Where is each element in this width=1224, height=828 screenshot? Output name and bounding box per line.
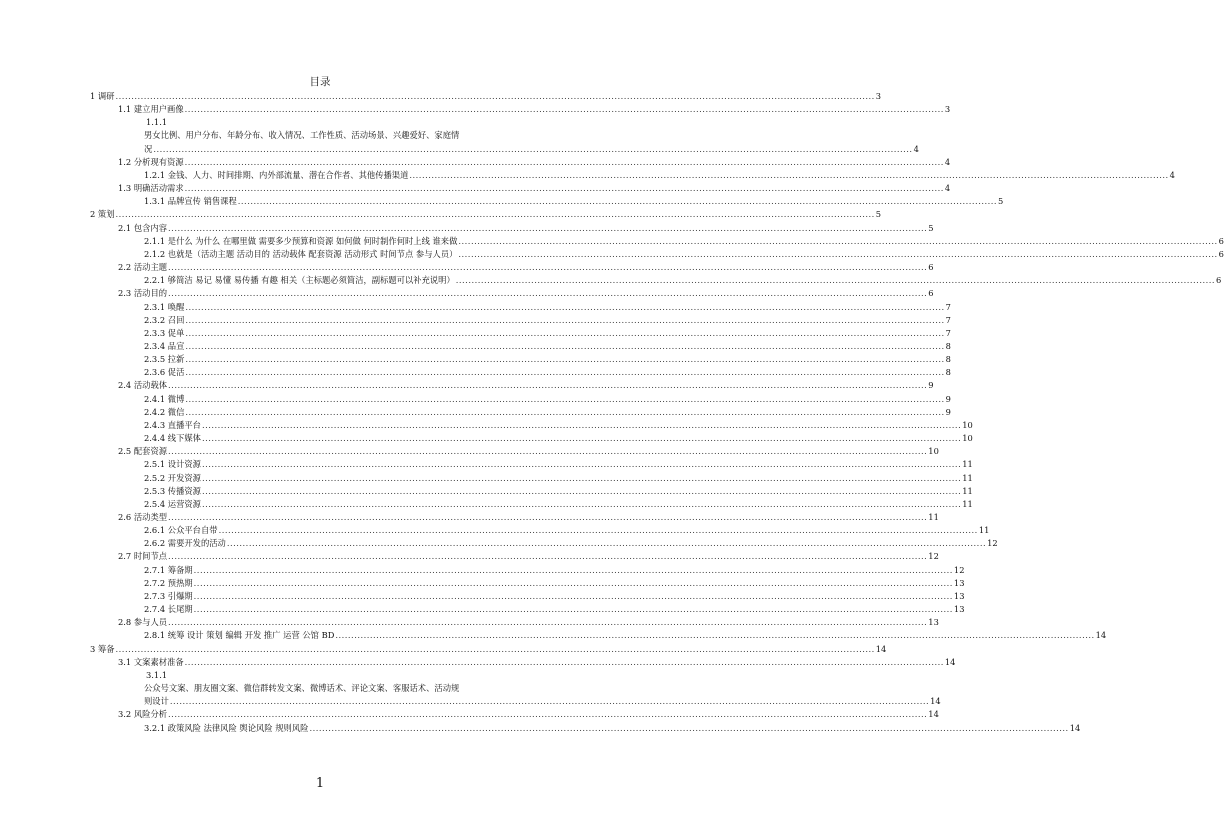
toc-entry[interactable] xyxy=(90,669,941,708)
toc-leader-dots xyxy=(170,695,929,708)
toc-entry[interactable] xyxy=(90,366,951,379)
toc-entry-label xyxy=(144,524,218,537)
toc-entry-text: 调研 xyxy=(97,91,115,101)
toc-leader-dots xyxy=(202,432,961,445)
toc-entry-text: 预热期 xyxy=(167,577,193,588)
toc-entry-text: 风险分析 xyxy=(133,709,168,720)
toc-entry-number: 2 xyxy=(90,209,96,220)
toc-entry-number: 2.4.4 xyxy=(144,433,166,444)
toc-entry-label xyxy=(118,156,184,169)
toc-entry-text: 参与人员 xyxy=(133,617,168,628)
toc-entry[interactable] xyxy=(90,222,934,235)
toc-title: 目录 xyxy=(309,76,331,88)
toc-leader-dots xyxy=(185,353,944,366)
toc-entry-number: 2.4.1 xyxy=(144,393,166,404)
toc-entry[interactable] xyxy=(90,643,887,656)
toc-entry-text: 线下媒体 xyxy=(167,433,201,444)
toc-entry-label xyxy=(144,603,193,616)
toc-entry-text-line: 则设计 xyxy=(144,696,169,707)
toc-leader-dots xyxy=(185,656,944,669)
toc-entry-label xyxy=(144,485,201,498)
toc-entry-label xyxy=(144,301,184,314)
toc-entry-number: 2.7.2 xyxy=(144,577,166,588)
toc-entry-label xyxy=(118,656,184,669)
toc-entry-label xyxy=(118,261,167,274)
toc-leader-dots xyxy=(194,577,953,590)
toc-entry-label xyxy=(144,235,457,248)
toc-leader-dots xyxy=(202,458,961,471)
toc-entry-number: 2.4 xyxy=(118,380,132,391)
toc-entry-page: 13 xyxy=(953,604,965,615)
toc-leader-dots xyxy=(227,537,986,550)
toc-entry-page: 8 xyxy=(945,340,951,351)
toc-entry[interactable] xyxy=(90,116,919,155)
toc-entry-page: 11 xyxy=(962,498,973,509)
toc-entry-text: 传播资源 xyxy=(167,485,201,496)
toc-entry-number: 2.3.1 xyxy=(144,301,166,312)
toc-entry-number: 2.3 xyxy=(118,288,132,299)
toc-entry-text: 建立用户画像 xyxy=(133,104,184,115)
toc-entry-label xyxy=(144,340,184,353)
toc-entry-page: 4 xyxy=(1169,169,1175,180)
toc-entry-number: 1.3 xyxy=(118,183,132,194)
toc-leader-dots xyxy=(238,195,997,208)
toc-leader-dots xyxy=(168,511,927,524)
toc-entry-text: 公众平台自带 xyxy=(167,525,218,536)
toc-entry[interactable] xyxy=(90,458,973,471)
toc-entry-page: 5 xyxy=(928,222,934,233)
toc-entry-text-line: 男女比例、用户分布、年龄分布、收入情况、工作性质、活动场景、兴趣爱好、家庭情 xyxy=(144,130,460,141)
toc-entry-number: 2.7.4 xyxy=(144,604,166,615)
toc-entry-page: 6 xyxy=(928,262,934,273)
toc-leader-dots xyxy=(168,616,927,629)
toc-entry-number: 2.5.4 xyxy=(144,498,166,509)
toc-entry-text: 品牌宣传 销售课程 xyxy=(167,196,237,207)
toc-entry[interactable] xyxy=(90,406,951,419)
toc-entry[interactable] xyxy=(90,432,973,445)
toc-entry-label xyxy=(118,182,184,195)
toc-entry[interactable] xyxy=(90,208,882,221)
toc-leader-dots xyxy=(185,103,944,116)
toc-entry-number: 2.8 xyxy=(118,617,132,628)
toc-entry-number: 3.2.1 xyxy=(144,722,166,733)
toc-leader-dots xyxy=(185,340,944,353)
toc-entry-label xyxy=(144,537,226,550)
toc-leader-dots xyxy=(194,564,953,577)
toc-entry[interactable] xyxy=(90,472,973,485)
toc-leader-dots xyxy=(194,590,953,603)
toc-entry-number: 2.7.1 xyxy=(144,564,166,575)
toc-entry-number: 2.5.3 xyxy=(144,485,166,496)
toc-entry-label xyxy=(90,90,115,103)
toc-entry-label xyxy=(144,393,184,406)
toc-entry-text: 明确活动需求 xyxy=(133,183,184,194)
toc-entry-number: 2.4.3 xyxy=(144,419,166,430)
toc-leader-dots xyxy=(185,327,944,340)
toc-entry-text: 也就是（活动主题 活动目的 活动载体 配套资源 活动形式 时间节点 参与人员） xyxy=(167,248,458,259)
toc-entry[interactable] xyxy=(90,235,1224,248)
toc-leader-dots xyxy=(219,524,978,537)
toc-entry-number: 1.1 xyxy=(118,104,132,115)
toc-entry-page: 6 xyxy=(1216,275,1222,286)
toc-entry-label xyxy=(118,550,167,563)
toc-entry-page: 9 xyxy=(945,393,951,404)
toc-entry-text: 统筹 设计 策划 编辑 开发 推广 运营 公馆 BD xyxy=(167,630,335,641)
toc-entry-label xyxy=(118,379,167,392)
toc-leader-dots xyxy=(185,393,944,406)
toc-entry[interactable] xyxy=(90,603,965,616)
toc-leader-dots xyxy=(202,419,961,432)
toc-entry-label xyxy=(118,103,184,116)
toc-entry-text: 筹备期 xyxy=(167,564,193,575)
toc-entry-page: 12 xyxy=(987,538,998,549)
toc-entry-label xyxy=(144,353,184,366)
toc-leader-dots xyxy=(116,208,875,221)
toc-entry-text: 长尾期 xyxy=(167,604,193,615)
toc-entry-number: 2.2.1 xyxy=(144,275,166,286)
toc-leader-dots xyxy=(153,143,912,156)
toc-leader-dots xyxy=(185,406,944,419)
toc-entry-label xyxy=(118,708,167,721)
toc-entry[interactable] xyxy=(90,393,951,406)
toc-entry[interactable] xyxy=(90,90,882,103)
toc-entry-label xyxy=(144,432,201,445)
toc-entry-label xyxy=(118,616,167,629)
toc-entry[interactable] xyxy=(90,537,998,550)
toc-entry-text: 包含内容 xyxy=(133,222,168,233)
toc-entry[interactable] xyxy=(90,287,934,300)
toc-leader-dots xyxy=(202,485,961,498)
toc-entry[interactable] xyxy=(90,156,951,169)
toc-leader-dots xyxy=(116,643,875,656)
toc-entry-page: 14 xyxy=(928,709,939,720)
toc-entry-text: 需要开发的活动 xyxy=(167,538,226,549)
toc-entry-page: 13 xyxy=(928,617,939,628)
toc-entry-number: 2.7.3 xyxy=(144,590,166,601)
toc-entry-page: 10 xyxy=(962,419,973,430)
toc-entry-text: 政策风险 法律风险 舆论风险 规则风险 xyxy=(167,722,309,733)
toc-entry-number: 2.1.2 xyxy=(144,248,166,259)
toc-leader-dots xyxy=(168,379,927,392)
toc-entry-label xyxy=(144,366,184,379)
toc-entry-number: 3.1.1 xyxy=(146,669,168,680)
toc-leader-dots xyxy=(202,472,961,485)
toc-entry-label xyxy=(144,722,308,735)
toc-entry-number: 2.3.4 xyxy=(144,340,166,351)
toc-entry-text: 活动载体 xyxy=(133,380,168,391)
toc-entry-number: 2.5.2 xyxy=(144,472,166,483)
toc-entry-page: 10 xyxy=(962,433,973,444)
toc-entry-label xyxy=(144,314,184,327)
toc-entry-label xyxy=(144,195,237,208)
toc-entry-number: 1.1.1 xyxy=(146,117,168,128)
toc-entry-page: 6 xyxy=(928,288,934,299)
toc-entry-page: 4 xyxy=(913,143,919,154)
toc-entry-text: 设计资源 xyxy=(167,459,201,470)
toc-leader-dots xyxy=(194,603,953,616)
toc-entry-label xyxy=(144,472,201,485)
toc-entry[interactable] xyxy=(90,103,951,116)
toc-entry-text-line: 公众号文案、朋友圈文案、微信群转发文案、微博话术、评论文案、客服话术、活动规 xyxy=(144,683,460,694)
toc-entry-number: 1.2 xyxy=(118,156,132,167)
toc-entry-label xyxy=(144,498,201,511)
toc-entry-page: 5 xyxy=(875,209,882,220)
toc-entry-text: 拉新 xyxy=(167,354,185,365)
toc-entry-page: 3 xyxy=(944,104,951,115)
toc-entry-text: 品宣 xyxy=(167,340,185,351)
toc-entry-page: 13 xyxy=(953,577,965,588)
toc-entry-text: 够简洁 易记 易懂 易传播 有趣 相关（主标题必须简洁，副标题可以补充说明） xyxy=(167,275,455,286)
toc-entry-page: 10 xyxy=(928,446,939,457)
toc-entry[interactable] xyxy=(90,169,1175,182)
toc-entry-page: 8 xyxy=(945,354,951,365)
toc-entry-number: 2.3.6 xyxy=(144,367,166,378)
toc-entry[interactable] xyxy=(90,511,939,524)
toc-entry-number: 2.4.2 xyxy=(144,406,166,417)
toc-entry[interactable] xyxy=(90,722,1081,735)
toc-entry[interactable] xyxy=(90,629,1107,642)
toc-entry[interactable] xyxy=(90,577,965,590)
toc-entry-number: 1 xyxy=(90,91,96,101)
toc-entry[interactable] xyxy=(90,419,973,432)
toc-leader-dots xyxy=(168,550,927,563)
toc-entry-page: 11 xyxy=(962,485,973,496)
toc-entry-page: 9 xyxy=(928,380,934,391)
toc-entry-number: 2.5 xyxy=(118,446,132,457)
toc-entry-number: 3.1 xyxy=(118,656,132,667)
toc-entry-number: 3 xyxy=(90,643,96,654)
toc-entry-number: 2.6.1 xyxy=(144,525,166,536)
toc-entry-label xyxy=(118,445,167,458)
toc-entry-label xyxy=(90,208,115,221)
toc-entry-text: 时间节点 xyxy=(133,551,168,562)
toc-leader-dots xyxy=(335,629,1094,642)
table-of-contents xyxy=(90,90,1224,735)
toc-entry-number: 2.3.2 xyxy=(144,314,166,325)
toc-entry-text: 分析现有资源 xyxy=(133,156,184,167)
toc-entry[interactable] xyxy=(90,301,951,314)
toc-entry-page: 14 xyxy=(1095,630,1107,641)
toc-entry-text: 召回 xyxy=(167,314,185,325)
toc-entry-text: 开发资源 xyxy=(167,472,201,483)
toc-entry-page: 9 xyxy=(945,406,951,417)
toc-entry-number: 2.6.2 xyxy=(144,538,166,549)
toc-entry-text: 运营资源 xyxy=(167,498,201,509)
toc-entry-page: 4 xyxy=(944,156,951,167)
toc-leader-dots xyxy=(185,366,944,379)
toc-entry[interactable] xyxy=(90,485,973,498)
toc-entry-text: 文案素材准备 xyxy=(133,656,184,667)
toc-leader-dots xyxy=(458,248,1217,261)
toc-entry-number: 2.3.3 xyxy=(144,327,166,338)
toc-leader-dots xyxy=(456,274,1215,287)
toc-leader-dots xyxy=(168,222,927,235)
toc-entry-page: 7 xyxy=(945,314,951,325)
toc-entry-number: 2.6 xyxy=(118,512,132,522)
toc-entry-number: 1.3.1 xyxy=(144,196,166,207)
toc-leader-dots xyxy=(185,314,944,327)
toc-leader-dots xyxy=(185,182,944,195)
toc-entry-page: 14 xyxy=(944,656,956,667)
toc-entry-page: 11 xyxy=(962,459,973,470)
toc-entry-label xyxy=(118,222,167,235)
toc-entry[interactable] xyxy=(90,195,1004,208)
toc-entry-page: 4 xyxy=(944,183,951,194)
toc-entry-page: 14 xyxy=(1069,722,1081,733)
toc-leader-dots xyxy=(409,169,1168,182)
toc-entry[interactable] xyxy=(90,550,939,563)
toc-entry-text: 是什么 为什么 在哪里做 需要多少预算和资源 如何做 何时制作何时上线 谁来做 xyxy=(167,235,458,246)
toc-entry[interactable] xyxy=(90,498,973,511)
toc-entry-number: 2.5.1 xyxy=(144,459,166,470)
toc-entry[interactable] xyxy=(90,248,1224,261)
toc-entry-label xyxy=(144,629,334,642)
toc-entry-text-line: 况 xyxy=(144,143,153,154)
toc-entry[interactable] xyxy=(90,261,934,274)
toc-entry-text: 配套资源 xyxy=(133,446,168,457)
toc-entry-page: 12 xyxy=(953,564,965,575)
toc-entry-page: 13 xyxy=(953,590,965,601)
toc-entry-page: 12 xyxy=(928,551,939,562)
toc-entry-page: 7 xyxy=(945,327,951,338)
toc-entry-label xyxy=(144,169,408,182)
toc-entry[interactable] xyxy=(90,590,965,603)
toc-entry-page: 6 xyxy=(1218,235,1224,246)
toc-entry-label xyxy=(144,458,201,471)
toc-entry-text: 引爆期 xyxy=(167,590,193,601)
toc-entry-text: 活动目的 xyxy=(133,288,168,299)
toc-entry-number: 2.2 xyxy=(118,262,132,273)
toc-entry-number: 2.1.1 xyxy=(144,235,166,246)
page-number: 1 xyxy=(315,776,325,791)
toc-entry-text: 唤醒 xyxy=(167,301,185,312)
toc-entry-page: 11 xyxy=(962,472,973,483)
toc-leader-dots xyxy=(202,498,961,511)
toc-leader-dots xyxy=(168,708,927,721)
toc-entry-label xyxy=(118,511,167,524)
toc-entry-page: 5 xyxy=(998,196,1004,207)
toc-entry-text: 微博 xyxy=(167,393,185,404)
toc-entry[interactable] xyxy=(90,524,990,537)
toc-entry-number: 2.7 xyxy=(118,551,132,562)
toc-entry-text: 促活 xyxy=(167,367,185,378)
toc-entry[interactable] xyxy=(90,616,939,629)
toc-entry-label xyxy=(144,590,193,603)
toc-entry-label xyxy=(144,564,193,577)
toc-entry-text: 活动主题 xyxy=(133,262,168,273)
toc-entry-text: 促单 xyxy=(167,327,185,338)
toc-entry-label xyxy=(144,419,201,432)
toc-entry-number: 3.2 xyxy=(118,709,132,720)
toc-entry[interactable] xyxy=(90,327,951,340)
toc-entry-page: 14 xyxy=(930,696,941,707)
toc-entry[interactable] xyxy=(90,656,956,669)
toc-entry-text: 金钱、人力、时间排期、内外部流量、潜在合作者、其他传播渠道 xyxy=(167,169,409,180)
toc-entry-label xyxy=(144,327,184,340)
toc-entry-label xyxy=(144,248,457,261)
toc-entry-label xyxy=(144,274,455,287)
toc-entry[interactable] xyxy=(90,274,1222,287)
toc-leader-dots xyxy=(458,235,1217,248)
toc-entry-page: 3 xyxy=(875,91,882,101)
toc-entry-label xyxy=(90,643,115,656)
toc-entry-page: 7 xyxy=(945,301,951,312)
toc-leader-dots xyxy=(185,301,944,314)
toc-leader-dots xyxy=(168,261,927,274)
toc-entry-text: 筹备 xyxy=(97,643,115,654)
toc-entry-label xyxy=(118,287,167,300)
toc-entry-text: 活动类型 xyxy=(133,512,168,522)
toc-entry-page: 8 xyxy=(945,367,951,378)
toc-entry-page: 14 xyxy=(875,643,887,654)
toc-entry-label xyxy=(144,577,193,590)
toc-leader-dots xyxy=(185,156,944,169)
toc-leader-dots xyxy=(168,287,927,300)
toc-leader-dots xyxy=(116,90,875,103)
toc-entry-number: 1.2.1 xyxy=(144,169,166,180)
toc-entry[interactable] xyxy=(90,379,934,392)
toc-entry[interactable] xyxy=(90,314,951,327)
toc-entry-label xyxy=(144,406,184,419)
toc-entry-number: 2.3.5 xyxy=(144,354,166,365)
toc-entry-number: 2.8.1 xyxy=(144,630,166,641)
toc-leader-dots xyxy=(309,722,1068,735)
toc-entry[interactable] xyxy=(90,353,951,366)
toc-leader-dots xyxy=(168,445,927,458)
toc-entry-number: 2.1 xyxy=(118,222,132,233)
toc-entry-text: 微信 xyxy=(167,406,185,417)
toc-entry[interactable] xyxy=(90,340,951,353)
toc-entry-text: 策划 xyxy=(97,209,115,220)
toc-entry[interactable] xyxy=(90,564,965,577)
toc-entry-page: 11 xyxy=(928,512,939,522)
toc-entry[interactable] xyxy=(90,708,939,721)
toc-entry[interactable] xyxy=(90,182,951,195)
toc-entry-text: 直播平台 xyxy=(167,419,201,430)
toc-entry-page: 11 xyxy=(978,525,990,536)
toc-entry[interactable] xyxy=(90,445,939,458)
toc-entry-page: 6 xyxy=(1218,248,1224,259)
